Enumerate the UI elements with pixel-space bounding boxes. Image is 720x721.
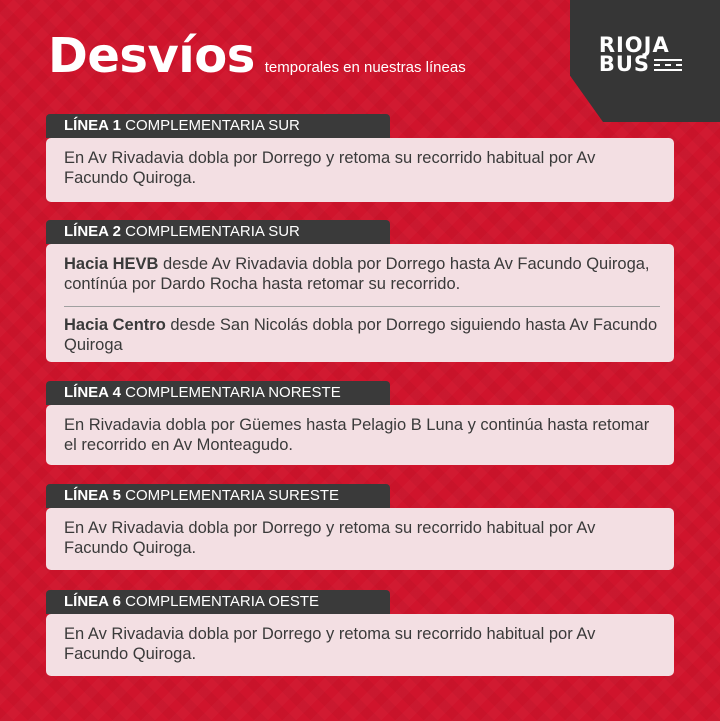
line-1-card xyxy=(46,138,674,202)
detour-text: En Av Rivadavia dobla por Dorrego y retoma su recorrido habitual por Av Facundo Quiroga. xyxy=(64,149,596,187)
direction-text: desde San Nicolás dobla por Dorrego siguiendo hasta Av Facundo Quiroga xyxy=(64,316,658,354)
line-6-tab xyxy=(46,590,390,614)
divider xyxy=(64,306,660,307)
logo-line1: RIOJA xyxy=(598,33,670,57)
line-name: COMPLEMENTARIA OESTE xyxy=(125,593,320,610)
direction-text: desde Av Rivadavia dobla por Dorrego hasta Av Facundo Quiroga, contínúa por Dardo Rocha hasta retomar su recorrido. xyxy=(64,255,650,293)
detour-text: En Av Rivadavia dobla por Dorrego y retoma su recorrido habitual por Av Facundo Quiroga. xyxy=(64,519,596,557)
line-name: COMPLEMENTARIA SUR xyxy=(125,117,300,134)
line-name: COMPLEMENTARIA NORESTE xyxy=(125,384,341,401)
line-4-card xyxy=(46,405,674,465)
detour-text: En Rivadavia dobla por Güemes hasta Pelagio B Luna y continúa hasta retomar el recorrido en Av Monteagudo. xyxy=(64,416,650,454)
line-5-tab xyxy=(46,484,390,508)
line-1-tab xyxy=(46,114,390,138)
line-6-section xyxy=(46,590,674,676)
line-4-tab xyxy=(46,381,390,405)
header xyxy=(48,28,466,84)
rioja-bus-logo xyxy=(598,33,682,76)
line-4-section xyxy=(46,381,674,465)
line-number: LÍNEA 5 xyxy=(64,487,121,504)
page-subtitle: temporales en nuestras líneas xyxy=(264,59,466,76)
detour-text: En Av Rivadavia dobla por Dorrego y retoma su recorrido habitual por Av Facundo Quiroga. xyxy=(64,625,596,663)
line-number: LÍNEA 4 xyxy=(64,384,121,401)
line-5-section xyxy=(46,484,674,570)
logo-line2: BUS xyxy=(598,52,650,76)
line-2-tab xyxy=(46,220,390,244)
line-1-section xyxy=(46,114,674,202)
line-2-card xyxy=(46,244,674,362)
line-name: COMPLEMENTARIA SUR xyxy=(125,223,300,240)
road-stripes-icon xyxy=(654,59,682,71)
line-2-section xyxy=(46,220,674,362)
line-6-card xyxy=(46,614,674,676)
direction-label: Hacia Centro xyxy=(64,316,166,334)
line-5-card xyxy=(46,508,674,570)
direction-hevb xyxy=(64,254,660,294)
direction-centro xyxy=(64,315,660,355)
direction-label: Hacia HEVB xyxy=(64,255,159,273)
line-number: LÍNEA 6 xyxy=(64,593,121,610)
page-title: Desvíos xyxy=(48,28,255,84)
line-number: LÍNEA 1 xyxy=(64,117,121,134)
line-number: LÍNEA 2 xyxy=(64,223,121,240)
line-name: COMPLEMENTARIA SURESTE xyxy=(125,487,340,504)
